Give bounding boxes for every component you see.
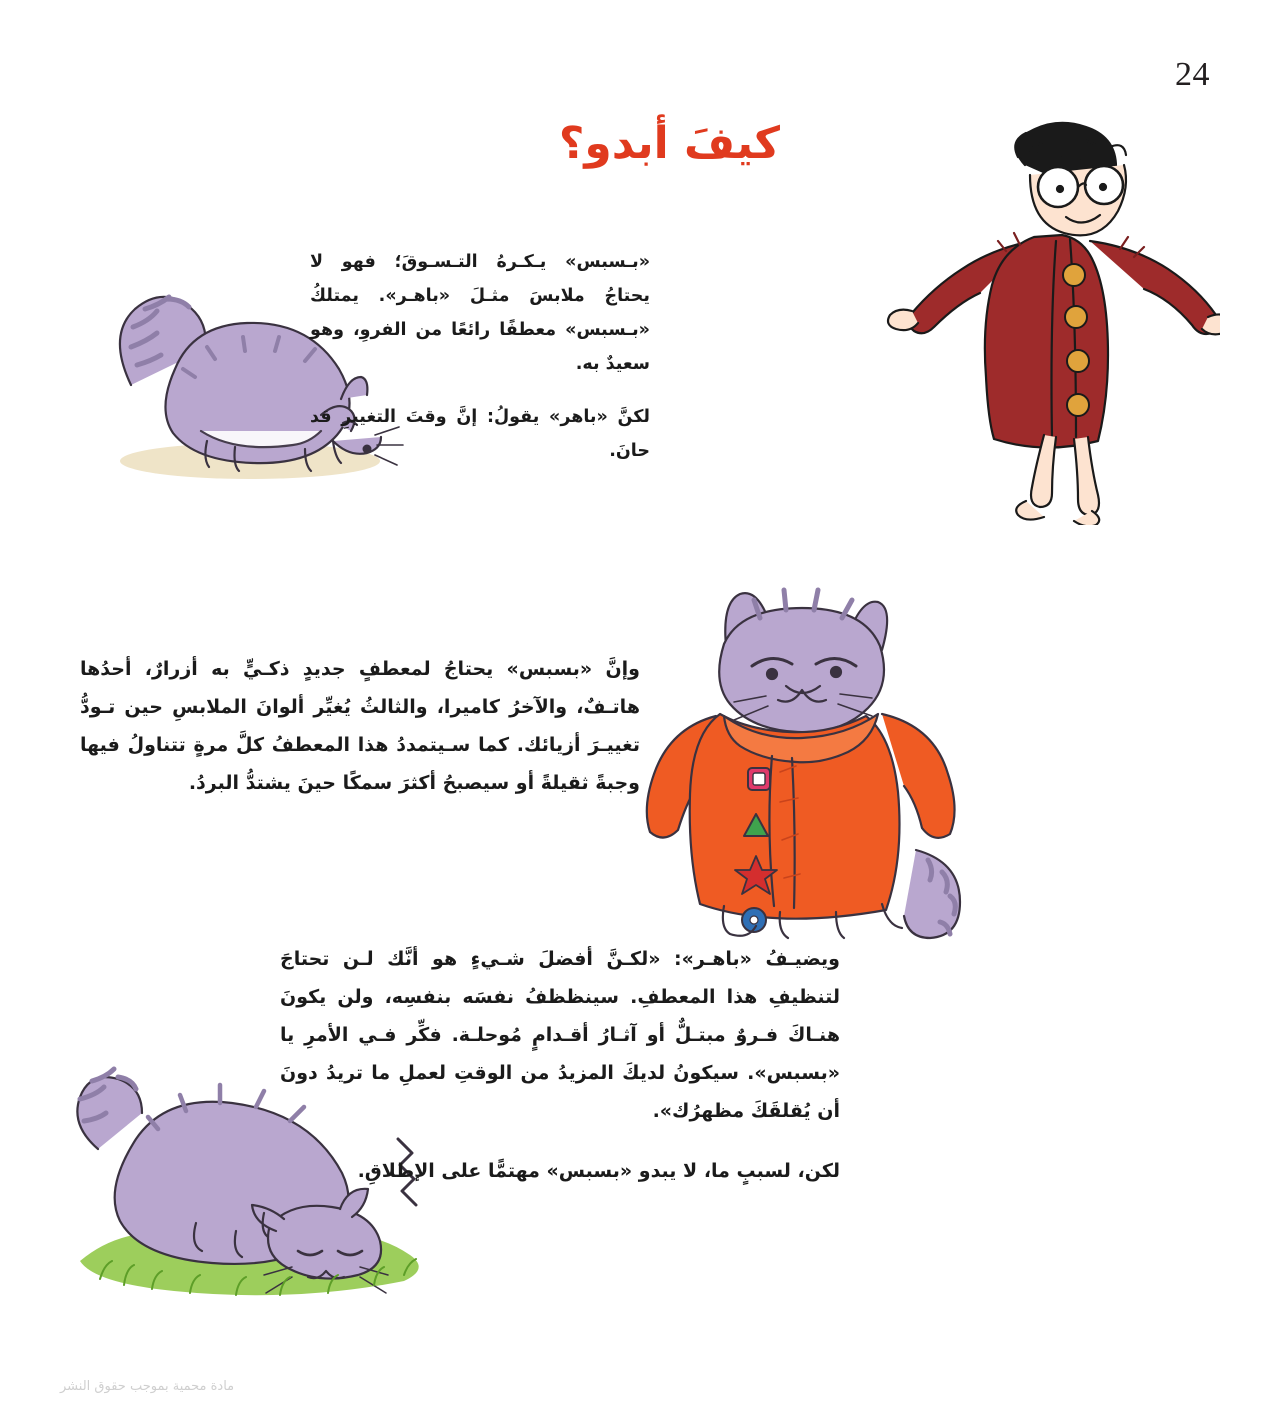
cat-wearing-orange-coat-illustration xyxy=(620,560,1000,950)
page-title: كيفَ أبدو؟ xyxy=(558,118,780,169)
body-text-block-2 xyxy=(80,650,640,802)
paragraph-2-1: وإنَّ «بسبس» يحتاجُ لمعطفٍ جديدٍ ذكـيٍّ به أزرارٌ، أحدُها هاتـفٌ، والآخرُ كاميرا، والثالثُ يُغيِّر ألوانَ الملابسِ حين تـودُّ تغييـرَ أزيائك. كما سـيتمددُ هذا المعطفُ كلَّ مرةٍ تتناولُ فيها وجبةً ثقيلةً أو سيصبحُ أكثرَ سمكًا حينَ يشتدُّ البردُ. xyxy=(80,658,640,794)
paragraph-3-1: ويضيـفُ «باهـر»: «لكـنَّ أفضلَ شـيءٍ هو أنَّك لـن تحتاجَ لتنظيفِ هذا المعطفِ. سينظظفُ نفسَه بنفسِه، ولن يكونَ هنـاكَ فـروٌ مبتـلٌّ أو آثـارُ أقـدامٍ مُوحلـة. فكِّر فـي الأمرِ يا «بسبس». سيكونُ لديكَ المزيدُ من الوقتِ لعملِ ما تريدُ دونَ أن يُقلقَكَ مظهرُك». xyxy=(280,948,840,1122)
body-text-block-3 xyxy=(280,940,840,1190)
copyright-note: مادة محمية بموجب حقوق النشر xyxy=(60,1379,235,1394)
paragraph-1-1: «بـسبس» يـكـرهُ التـسـوقَ؛ فهو لا يحتاجُ ملابسَ مثـلَ «باهـر». يمتلكُ «بـسبس» معطفًا رائعًا من الفروِ، وهو سعيدٌ به. xyxy=(310,252,650,375)
page-number: 24 xyxy=(1175,56,1210,93)
paragraph-1-2: لكنَّ «باهر» يقولُ: إنَّ وقتَ التغييرِ قد حانَ. xyxy=(310,406,650,461)
paragraph-3-2: لكن، لسببٍ ما، لا يبدو «بسبس» مهتمًّا على الإطلاقِ. xyxy=(357,1160,840,1182)
girl-in-red-coat-illustration xyxy=(820,105,1220,525)
body-text-block-1 xyxy=(310,245,650,486)
